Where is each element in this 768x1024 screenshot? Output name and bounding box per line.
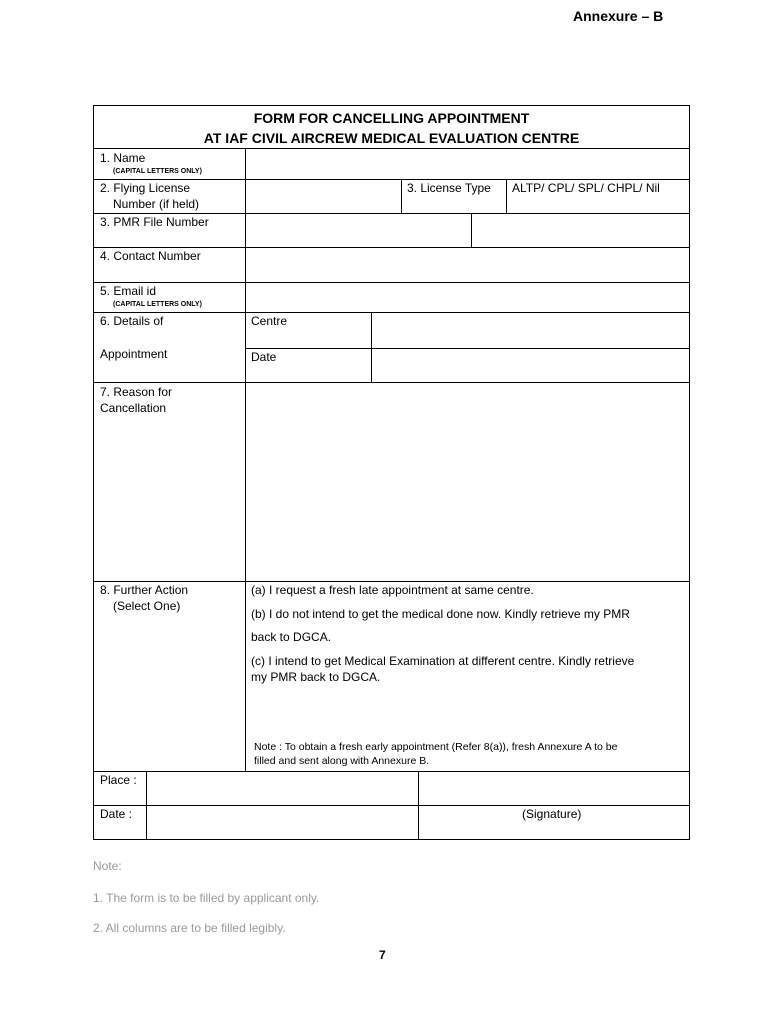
contact-field[interactable]: [247, 249, 688, 281]
divider-label-column: [245, 148, 246, 771]
divider-license-options: [506, 179, 507, 213]
form-title-line1: FORM FOR CANCELLING APPOINTMENT: [253, 110, 530, 126]
name-label: 1. Name: [100, 151, 146, 165]
divider-email: [94, 312, 689, 313]
divider-centre-date: [371, 312, 372, 382]
reason-field[interactable]: [247, 384, 688, 580]
divider-place-date: [146, 771, 147, 839]
form-title-line2: AT IAF CIVIL AIRCREW MEDICAL EVALUATION CENTRE: [203, 130, 580, 146]
email-label: 5. Email id: [100, 284, 157, 298]
centre-label: Centre: [251, 314, 288, 328]
date-sign-label: Date :: [100, 807, 133, 821]
license-type-options[interactable]: ALTP/ CPL/ SPL/ CHPL/ Nil: [512, 181, 660, 195]
name-field[interactable]: [247, 150, 688, 178]
divider-place: [94, 805, 689, 806]
place-field[interactable]: [148, 773, 416, 804]
option-b-line2[interactable]: back to DGCA.: [251, 630, 332, 644]
option-c[interactable]: (c) I intend to get Medical Examination at different centre. Kindly retrieve: [251, 654, 635, 668]
divider-details: [94, 382, 689, 383]
email-hint: (CAPITAL LETTERS ONLY): [113, 301, 202, 308]
license-label-2: Number (if held): [113, 197, 200, 211]
name-hint: (CAPITAL LETTERS ONLY): [113, 168, 202, 175]
further-action-label-2: (Select One): [113, 599, 181, 613]
pmr-label: 3. PMR File Number: [100, 215, 209, 229]
divider-pmr-split: [471, 213, 472, 247]
divider-reason: [94, 581, 689, 582]
details-label-2: Appointment: [100, 347, 168, 361]
footer-note-heading: Note:: [93, 859, 122, 873]
divider-centre: [245, 348, 689, 349]
reason-label: 7. Reason for: [100, 385, 173, 399]
place-label: Place :: [100, 773, 137, 787]
footer-note-2: 2. All columns are to be filled legibly.: [93, 921, 286, 935]
divider-pmr: [94, 247, 689, 248]
option-b[interactable]: (b) I do not intend to get the medical done now. Kindly retrieve my PMR: [251, 607, 630, 621]
further-action-label: 8. Further Action: [100, 583, 189, 597]
reason-label-2: Cancellation: [100, 401, 167, 415]
footer-note-1: 1. The form is to be filled by applicant only.: [93, 891, 320, 905]
details-label: 6. Details of: [100, 314, 164, 328]
divider-contact: [94, 282, 689, 283]
divider-name: [94, 179, 689, 180]
cancellation-form: [93, 105, 690, 840]
option-c-line2[interactable]: my PMR back to DGCA.: [251, 670, 381, 684]
divider-signature: [418, 771, 419, 839]
place-extra-field[interactable]: [420, 773, 688, 804]
pmr-extra-field[interactable]: [473, 215, 688, 246]
email-field[interactable]: [247, 284, 688, 311]
page-number: 7: [379, 948, 386, 962]
option-a[interactable]: (a) I request a fresh late appointment at same centre.: [251, 583, 534, 597]
centre-field[interactable]: [373, 314, 688, 347]
pmr-field[interactable]: [247, 215, 469, 246]
date-label: Date: [251, 350, 277, 364]
divider-further: [94, 771, 689, 772]
annexure-label: Annexure – B: [573, 8, 664, 24]
license-type-label: 3. License Type: [407, 181, 491, 195]
divider-title: [94, 148, 689, 149]
contact-label: 4. Contact Number: [100, 249, 201, 263]
divider-license-type: [401, 179, 402, 213]
date-sign-field[interactable]: [148, 807, 416, 838]
license-label: 2. Flying License: [100, 181, 191, 195]
appointment-note: Note : To obtain a fresh early appointment (Refer 8(a)), fresh Annexure A to be: [254, 741, 618, 753]
date-field[interactable]: [373, 350, 688, 381]
appointment-note-line2: filled and sent along with Annexure B.: [254, 755, 430, 767]
signature-label: (Signature): [522, 807, 582, 821]
divider-license: [94, 213, 689, 214]
license-number-field[interactable]: [247, 181, 399, 212]
